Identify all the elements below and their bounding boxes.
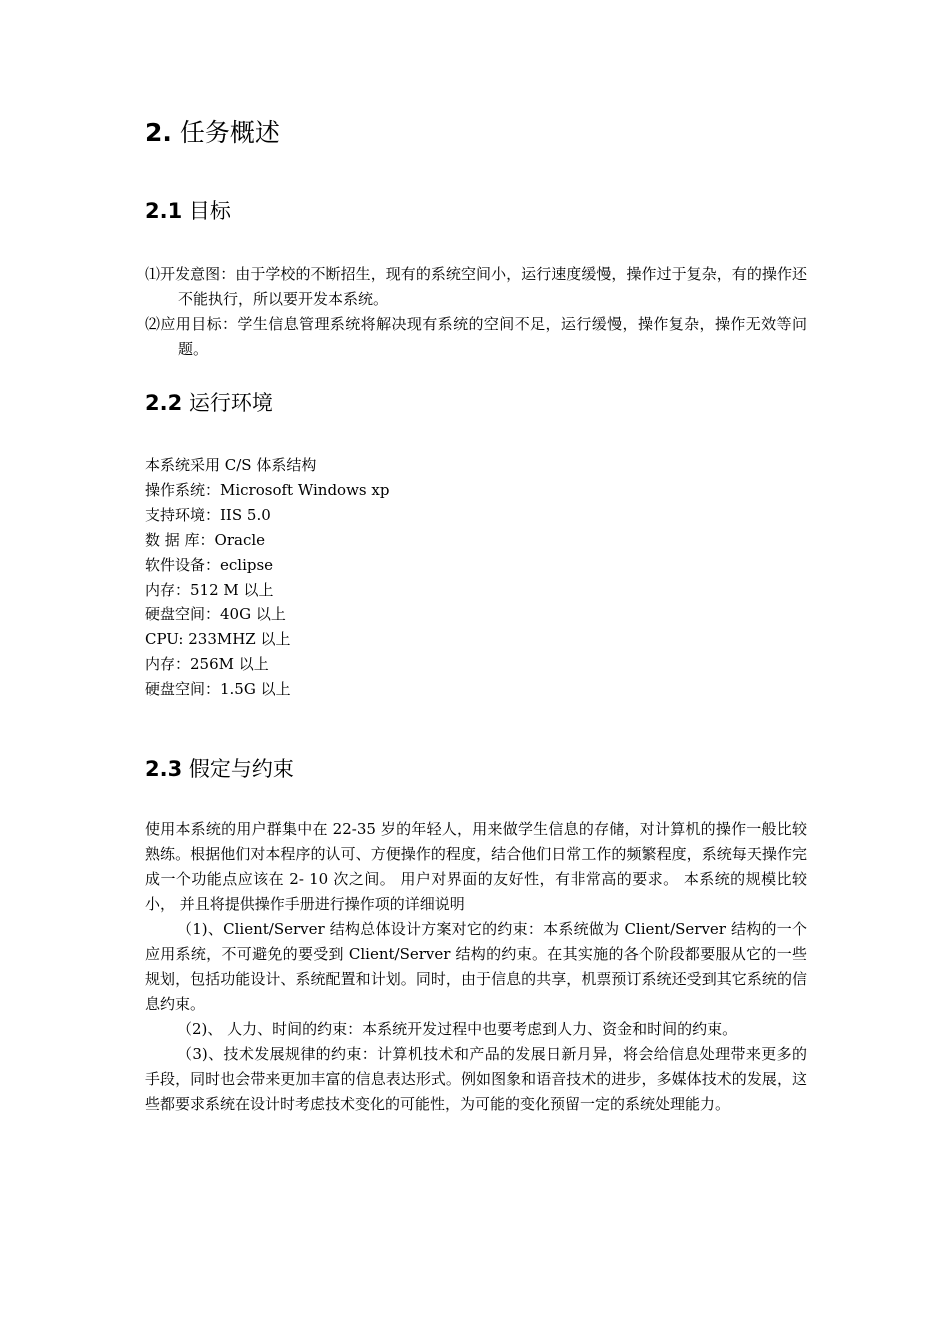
subsection-number: 2.2 <box>145 391 183 415</box>
goals-list <box>145 262 807 362</box>
subsection-heading-2-2 <box>145 388 273 418</box>
constraint-client-server: （1)、Client/Server 结构总体设计方案对它的约束：本系统做为 Client/Server 结构的一个应用系统，不可避免的要受到 Client/Server 结构的约束。在其实施的各个阶段都要服从它的一些规划，包括功能设计、系统配置和计划。同时，由于信息的共享，机票预订系统还受到其它系统的信息约束。 <box>145 920 807 1013</box>
env-disk-space: 硬盘空间：40G 以上 <box>145 605 286 624</box>
environment-list <box>145 453 389 702</box>
subsection-title: 目标 <box>188 199 231 223</box>
goal-item-development-intent: ⑴开发意图：由于学校的不断招生，现有的系统空间小，运行速度缓慢，操作过于复杂，有的操作还不能执行，所以要开发本系统。 <box>145 265 807 308</box>
env-disk-space-client: 硬盘空间：1.5G 以上 <box>145 680 291 699</box>
env-database: 数 据 库：Oracle <box>145 530 266 549</box>
constraints-body <box>145 817 807 1117</box>
env-memory-client: 内存：256M 以上 <box>145 655 269 674</box>
env-memory: 内存：512 M 以上 <box>145 580 274 599</box>
constraint-manpower-time: （2)、 人力、时间的约束：本系统开发过程中也要考虑到人力、资金和时间的约束。 <box>177 1020 738 1038</box>
subsection-title: 运行环境 <box>188 391 273 415</box>
section-number: 2. <box>145 118 172 147</box>
env-operating-system: 操作系统：Microsoft Windows xp <box>145 480 390 499</box>
section-heading <box>145 115 280 151</box>
subsection-title: 假定与约束 <box>188 757 294 781</box>
subsection-heading-2-1 <box>145 196 231 226</box>
env-architecture: 本系统采用 C/S 体系结构 <box>145 456 317 474</box>
env-cpu: CPU: 233MHZ 以上 <box>145 630 291 649</box>
env-support-environment: 支持环境：IIS 5.0 <box>145 505 271 524</box>
section-title: 任务概述 <box>179 118 280 147</box>
subsection-number: 2.3 <box>145 757 183 781</box>
subsection-number: 2.1 <box>145 199 183 223</box>
goal-item-application-goal: ⑵应用目标：学生信息管理系统将解决现有系统的空间不足，运行缓慢，操作复杂，操作无效等问题。 <box>145 315 807 358</box>
constraint-technology: （3)、技术发展规律的约束：计算机技术和产品的发展日新月异，将会给信息处理带来更多的手段，同时也会带来更加丰富的信息表达形式。例如图象和语音技术的进步，多媒体技术的发展，这些都要求系统在设计时考虑技术变化的可能性，为可能的变化预留一定的系统处理能力。 <box>145 1045 807 1113</box>
subsection-heading-2-3 <box>145 754 294 784</box>
constraints-intro-paragraph: 使用本系统的用户群集中在 22-35 岁的年轻人，用来做学生信息的存储，对计算机的操作一般比较熟练。根据他们对本程序的认可、方便操作的程度，结合他们日常工作的频繁程度，系统每天操作完成一个功能点应该在 2- 10 次之间。 用户对界面的友好性，有非常高的要求。 本系统的规模比较小， 并且将提供操作手册进行操作项的详细说明 <box>145 820 807 913</box>
env-software: 软件设备：eclipse <box>145 555 274 574</box>
